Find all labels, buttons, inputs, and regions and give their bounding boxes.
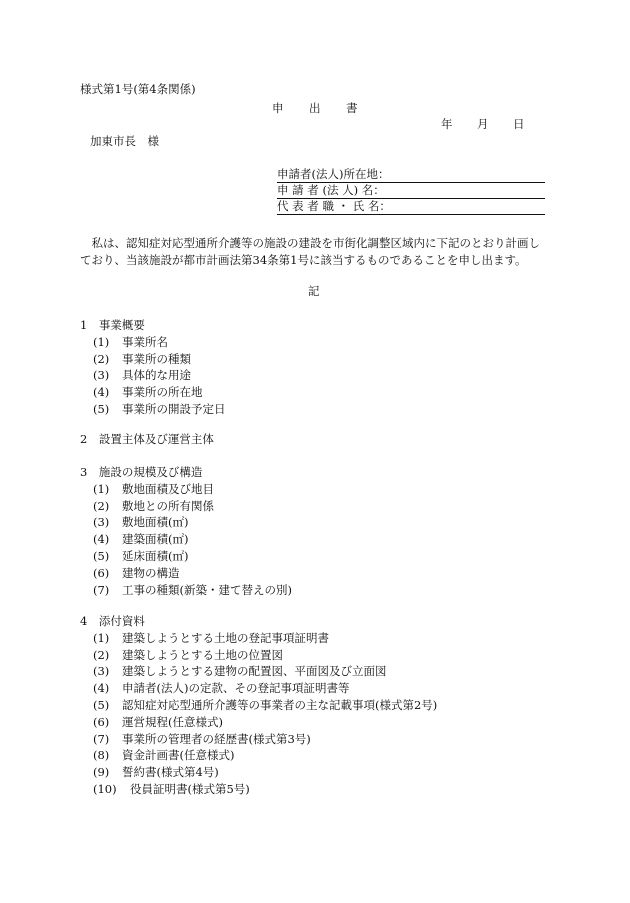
date-year: 年 — [441, 117, 453, 131]
list-item — [93, 549, 188, 563]
item-text: 資金計画書(任意様式) — [122, 748, 235, 763]
list-item — [93, 352, 191, 366]
date-line — [441, 117, 549, 131]
list-item — [93, 698, 437, 712]
item-number: (4) — [93, 681, 110, 696]
item-number: (4) — [93, 532, 110, 547]
item-text: 事業所の種類 — [122, 351, 191, 366]
item-text: 役員証明書(様式第5号) — [130, 782, 250, 796]
item-number: (7) — [93, 582, 110, 597]
list-item — [93, 782, 250, 796]
item-number: (6) — [93, 714, 110, 729]
item-text: 申請者(法人)の定款、その登記事項証明書等 — [122, 681, 350, 696]
item-text: 敷地面積(㎡) — [122, 515, 189, 530]
form-number: 様式第1号(第4条関係) — [80, 82, 196, 96]
list-item — [93, 664, 387, 678]
section-heading: 4 添付資料 — [80, 614, 145, 628]
section-heading: 3 施設の規模及び構造 — [80, 465, 203, 479]
item-number: (8) — [93, 748, 110, 763]
title-char: 書 — [346, 101, 358, 115]
list-item — [93, 765, 219, 779]
applicant-address-field: 申請者(法人)所在地： — [277, 167, 545, 183]
applicant-name-field: 申 請 者 (法 人) 名： — [277, 183, 545, 199]
list-item — [93, 499, 214, 513]
item-text: 延床面積(㎡) — [122, 549, 189, 563]
item-text: 建築しようとする土地の登記事項証明書 — [122, 630, 329, 645]
item-text: 建築面積(㎡) — [122, 532, 189, 547]
list-item — [93, 515, 188, 529]
list-item — [93, 566, 180, 580]
addressee: 加東市長 様 — [90, 134, 159, 148]
item-number: (3) — [93, 664, 110, 679]
item-number: (6) — [93, 565, 110, 580]
item-number: (7) — [93, 731, 110, 746]
list-item — [93, 532, 188, 546]
declaration-line-2: ており、当該施設が都市計画法第34条第1号に該当するものであることを申し出ます。 — [80, 253, 527, 267]
title-char: 申 — [272, 101, 284, 115]
list-item — [93, 368, 191, 382]
list-item — [93, 385, 203, 399]
item-number: (10) — [93, 782, 117, 796]
list-item — [93, 335, 168, 349]
title-char: 出 — [309, 101, 321, 115]
declaration-text — [80, 235, 556, 269]
document-title — [272, 101, 383, 115]
item-number: (1) — [93, 334, 110, 349]
list-item — [93, 482, 214, 496]
item-text: 事業所の開設予定日 — [122, 402, 226, 416]
item-number: (1) — [93, 630, 110, 645]
list-item — [93, 583, 292, 597]
item-number: (2) — [93, 647, 110, 662]
section-heading: 1 事業概要 — [80, 318, 145, 332]
item-text: 事業所名 — [122, 334, 168, 349]
item-number: (4) — [93, 385, 110, 400]
list-item — [93, 648, 283, 662]
item-number: (2) — [93, 351, 110, 366]
item-number: (3) — [93, 515, 110, 530]
section-heading: 2 設置主体及び運営主体 — [80, 432, 214, 446]
item-text: 運営規程(任意様式) — [122, 714, 223, 729]
item-text: 建築しようとする土地の位置図 — [122, 647, 283, 662]
item-number: (5) — [93, 698, 110, 712]
list-item — [93, 681, 349, 695]
list-item — [93, 715, 223, 729]
item-text: 敷地面積及び地目 — [122, 481, 214, 496]
item-number: (9) — [93, 765, 110, 780]
item-text: 認知症対応型通所介護等の事業者の主な記載事項(様式第2号) — [122, 698, 438, 712]
list-item — [93, 402, 226, 416]
item-text: 建物の構造 — [122, 565, 180, 580]
item-text: 敷地との所有関係 — [122, 498, 214, 513]
item-text: 工事の種類(新築・建て替えの別) — [122, 582, 292, 597]
declaration-line-1: 私は、認知症対応型通所介護等の施設の建設を市街化調整区域内に下記のとおり計画し — [91, 236, 540, 250]
item-number: (2) — [93, 498, 110, 513]
item-text: 事業所の所在地 — [122, 385, 203, 400]
item-number: (1) — [93, 481, 110, 496]
list-item — [93, 732, 311, 746]
item-text: 事業所の管理者の経歴書(様式第3号) — [122, 731, 311, 746]
date-month: 月 — [477, 117, 489, 131]
item-text: 誓約書(様式第4号) — [122, 765, 219, 780]
item-number: (3) — [93, 368, 110, 383]
item-number: (5) — [93, 549, 110, 563]
item-text: 具体的な用途 — [122, 368, 191, 383]
representative-field: 代 表 者 職 ・ 氏 名： — [277, 199, 545, 215]
list-item — [93, 631, 329, 645]
date-day: 日 — [513, 117, 525, 131]
list-item — [93, 748, 234, 762]
item-text: 建築しようとする建物の配置図、平面図及び立面図 — [122, 664, 387, 679]
item-number: (5) — [93, 402, 110, 416]
ki-heading: 記 — [308, 284, 320, 298]
